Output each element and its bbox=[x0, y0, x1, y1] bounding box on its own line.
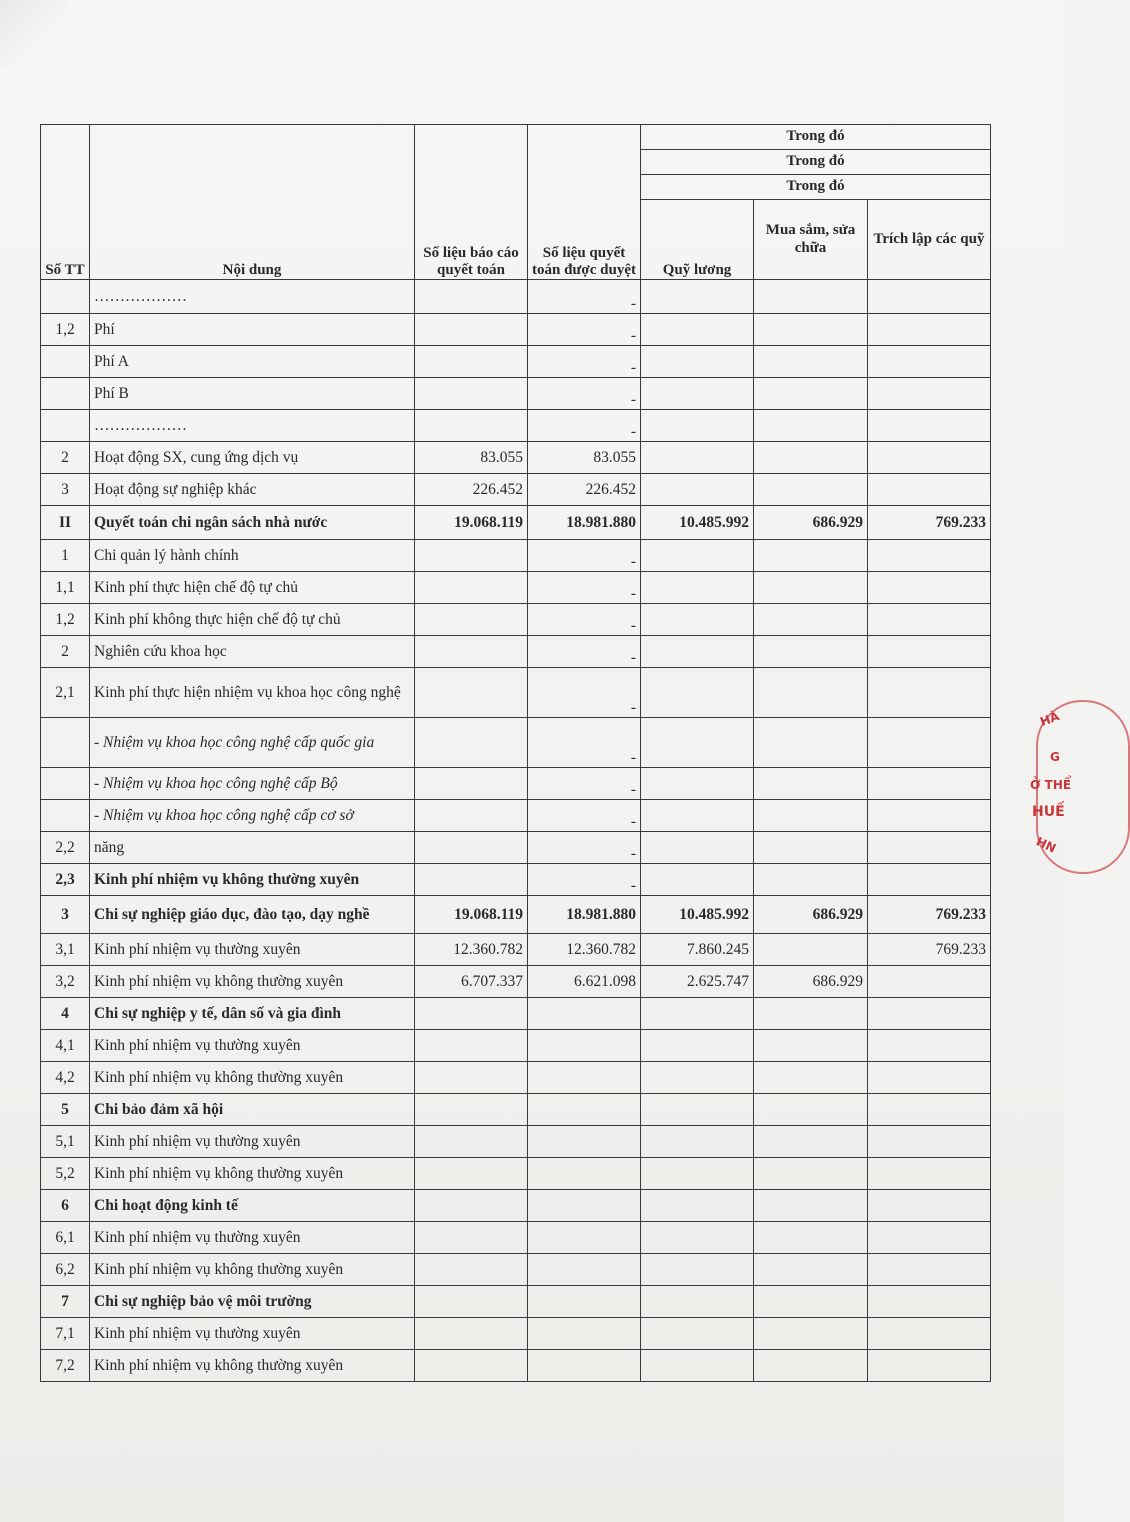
cell-salary bbox=[641, 636, 754, 668]
cell-salary bbox=[641, 1126, 754, 1158]
cell-approved: - bbox=[528, 280, 641, 314]
cell-approved: - bbox=[528, 718, 641, 768]
cell-funds bbox=[868, 1062, 991, 1094]
cell-stt: 5,2 bbox=[41, 1158, 90, 1190]
cell-salary bbox=[641, 442, 754, 474]
cell-approved bbox=[528, 1318, 641, 1350]
cell-content: Kinh phí thực hiện chế độ tự chủ bbox=[90, 572, 415, 604]
cell-content: Chi quản lý hành chính bbox=[90, 540, 415, 572]
cell-reported: 6.707.337 bbox=[415, 966, 528, 998]
stamp-text-4: HUẾ bbox=[1032, 804, 1065, 820]
col-header-funds: Trích lập các quỹ bbox=[868, 200, 991, 280]
cell-approved: - bbox=[528, 572, 641, 604]
col-header-procurement: Mua sắm, sửa chữa bbox=[754, 200, 868, 280]
cell-content: Kinh phí nhiệm vụ thường xuyên bbox=[90, 1030, 415, 1062]
table-row bbox=[41, 280, 991, 314]
stamp-text-5: HN bbox=[1033, 834, 1059, 856]
cell-funds bbox=[868, 604, 991, 636]
cell-funds bbox=[868, 718, 991, 768]
cell-salary bbox=[641, 718, 754, 768]
cell-reported bbox=[415, 572, 528, 604]
cell-procurement bbox=[754, 572, 868, 604]
cell-stt bbox=[41, 768, 90, 800]
cell-procurement bbox=[754, 280, 868, 314]
cell-stt: 2 bbox=[41, 442, 90, 474]
cell-salary bbox=[641, 572, 754, 604]
cell-salary bbox=[641, 1318, 754, 1350]
cell-procurement: 686.929 bbox=[754, 506, 868, 540]
cell-content: Phí bbox=[90, 314, 415, 346]
cell-procurement bbox=[754, 604, 868, 636]
cell-approved: - bbox=[528, 668, 641, 718]
cell-approved: - bbox=[528, 410, 641, 442]
cell-salary bbox=[641, 832, 754, 864]
cell-procurement bbox=[754, 864, 868, 896]
cell-stt: 4,2 bbox=[41, 1062, 90, 1094]
cell-salary bbox=[641, 1062, 754, 1094]
cell-reported bbox=[415, 1286, 528, 1318]
cell-procurement bbox=[754, 410, 868, 442]
cell-content: Kinh phí nhiệm vụ thường xuyên bbox=[90, 1126, 415, 1158]
cell-stt bbox=[41, 718, 90, 768]
cell-content: Hoạt động sự nghiệp khác bbox=[90, 474, 415, 506]
cell-approved bbox=[528, 1190, 641, 1222]
cell-stt: 2,1 bbox=[41, 668, 90, 718]
cell-content: Quyết toán chi ngân sách nhà nước bbox=[90, 506, 415, 540]
cell-reported bbox=[415, 998, 528, 1030]
cell-content: Kinh phí nhiệm vụ thường xuyên bbox=[90, 934, 415, 966]
cell-funds bbox=[868, 1318, 991, 1350]
table-row bbox=[41, 1062, 991, 1094]
cell-funds bbox=[868, 572, 991, 604]
table-row bbox=[41, 1286, 991, 1318]
cell-content: Phí A bbox=[90, 346, 415, 378]
cell-procurement bbox=[754, 934, 868, 966]
budget-settlement-table bbox=[40, 124, 991, 1382]
cell-salary bbox=[641, 800, 754, 832]
cell-approved: - bbox=[528, 768, 641, 800]
cell-salary bbox=[641, 280, 754, 314]
cell-salary bbox=[641, 1222, 754, 1254]
cell-reported bbox=[415, 636, 528, 668]
cell-approved bbox=[528, 1158, 641, 1190]
cell-approved bbox=[528, 1030, 641, 1062]
cell-approved: 226.452 bbox=[528, 474, 641, 506]
cell-procurement bbox=[754, 346, 868, 378]
cell-salary bbox=[641, 378, 754, 410]
cell-salary bbox=[641, 1190, 754, 1222]
col-header-content: Nội dung bbox=[90, 125, 415, 280]
col-header-trong-do-3: Trong đó bbox=[641, 175, 991, 200]
cell-approved bbox=[528, 1062, 641, 1094]
cell-reported bbox=[415, 378, 528, 410]
cell-salary bbox=[641, 998, 754, 1030]
table-row bbox=[41, 572, 991, 604]
cell-stt: 7 bbox=[41, 1286, 90, 1318]
cell-procurement bbox=[754, 1062, 868, 1094]
cell-content: Kinh phí thực hiện nhiệm vụ khoa học công nghệ bbox=[90, 668, 415, 718]
cell-salary: 10.485.992 bbox=[641, 896, 754, 934]
col-header-trong-do-2: Trong đó bbox=[641, 150, 991, 175]
table-row bbox=[41, 1094, 991, 1126]
cell-content: Chi sự nghiệp bảo vệ môi trường bbox=[90, 1286, 415, 1318]
cell-reported bbox=[415, 864, 528, 896]
table-row bbox=[41, 442, 991, 474]
cell-reported bbox=[415, 1030, 528, 1062]
cell-stt bbox=[41, 346, 90, 378]
cell-salary bbox=[641, 540, 754, 572]
cell-stt: 1 bbox=[41, 540, 90, 572]
cell-stt: 2,2 bbox=[41, 832, 90, 864]
cell-content: Kinh phí không thực hiện chế độ tự chủ bbox=[90, 604, 415, 636]
cell-procurement: 686.929 bbox=[754, 966, 868, 998]
cell-funds bbox=[868, 966, 991, 998]
cell-procurement bbox=[754, 768, 868, 800]
cell-stt: 1,1 bbox=[41, 572, 90, 604]
cell-reported bbox=[415, 768, 528, 800]
cell-funds bbox=[868, 378, 991, 410]
cell-procurement bbox=[754, 1286, 868, 1318]
cell-reported: 12.360.782 bbox=[415, 934, 528, 966]
cell-procurement bbox=[754, 668, 868, 718]
table-row bbox=[41, 540, 991, 572]
cell-stt bbox=[41, 800, 90, 832]
cell-funds bbox=[868, 1190, 991, 1222]
table-row bbox=[41, 410, 991, 442]
cell-salary bbox=[641, 1286, 754, 1318]
cell-approved: - bbox=[528, 864, 641, 896]
cell-salary bbox=[641, 1350, 754, 1382]
red-seal-stamp bbox=[1022, 700, 1082, 870]
cell-procurement bbox=[754, 474, 868, 506]
cell-content: - Nhiệm vụ khoa học công nghệ cấp cơ sở bbox=[90, 800, 415, 832]
cell-approved: - bbox=[528, 636, 641, 668]
cell-salary bbox=[641, 668, 754, 718]
cell-funds bbox=[868, 1254, 991, 1286]
cell-salary: 10.485.992 bbox=[641, 506, 754, 540]
cell-procurement bbox=[754, 1158, 868, 1190]
cell-content: Phí B bbox=[90, 378, 415, 410]
cell-salary bbox=[641, 1254, 754, 1286]
table-row bbox=[41, 1158, 991, 1190]
table-row bbox=[41, 314, 991, 346]
cell-funds bbox=[868, 636, 991, 668]
table-row bbox=[41, 966, 991, 998]
cell-stt: 6 bbox=[41, 1190, 90, 1222]
cell-funds bbox=[868, 540, 991, 572]
cell-procurement bbox=[754, 1030, 868, 1062]
page-fold-shadow bbox=[0, 0, 70, 70]
table-row bbox=[41, 636, 991, 668]
cell-reported bbox=[415, 540, 528, 572]
cell-approved: - bbox=[528, 832, 641, 864]
cell-procurement bbox=[754, 1318, 868, 1350]
cell-funds bbox=[868, 864, 991, 896]
cell-reported bbox=[415, 1318, 528, 1350]
cell-content: Hoạt động SX, cung ứng dịch vụ bbox=[90, 442, 415, 474]
cell-content: Chi sự nghiệp y tế, dân số và gia đình bbox=[90, 998, 415, 1030]
cell-approved bbox=[528, 1126, 641, 1158]
cell-reported bbox=[415, 346, 528, 378]
table-body bbox=[41, 280, 991, 1382]
cell-funds bbox=[868, 1350, 991, 1382]
cell-procurement bbox=[754, 540, 868, 572]
cell-reported bbox=[415, 1350, 528, 1382]
cell-salary bbox=[641, 768, 754, 800]
cell-salary bbox=[641, 410, 754, 442]
cell-approved: 83.055 bbox=[528, 442, 641, 474]
cell-approved: 12.360.782 bbox=[528, 934, 641, 966]
cell-reported bbox=[415, 314, 528, 346]
cell-salary bbox=[641, 1094, 754, 1126]
cell-approved: - bbox=[528, 800, 641, 832]
cell-funds: 769.233 bbox=[868, 934, 991, 966]
cell-salary: 2.625.747 bbox=[641, 966, 754, 998]
cell-funds: 769.233 bbox=[868, 896, 991, 934]
table-row bbox=[41, 864, 991, 896]
cell-stt bbox=[41, 378, 90, 410]
cell-stt: 3 bbox=[41, 474, 90, 506]
table-row bbox=[41, 1318, 991, 1350]
cell-procurement bbox=[754, 832, 868, 864]
table-row bbox=[41, 1190, 991, 1222]
cell-procurement bbox=[754, 718, 868, 768]
cell-content: Kinh phí nhiệm vụ không thường xuyên bbox=[90, 1254, 415, 1286]
cell-procurement bbox=[754, 1222, 868, 1254]
cell-funds bbox=[868, 1286, 991, 1318]
cell-content: - Nhiệm vụ khoa học công nghệ cấp Bộ bbox=[90, 768, 415, 800]
cell-reported bbox=[415, 718, 528, 768]
cell-approved bbox=[528, 1094, 641, 1126]
cell-stt: 1,2 bbox=[41, 314, 90, 346]
cell-reported bbox=[415, 604, 528, 636]
cell-reported: 83.055 bbox=[415, 442, 528, 474]
table-row bbox=[41, 604, 991, 636]
cell-reported bbox=[415, 1254, 528, 1286]
cell-reported bbox=[415, 1190, 528, 1222]
table-row bbox=[41, 1030, 991, 1062]
col-header-stt: Số TT bbox=[41, 125, 90, 280]
cell-approved: - bbox=[528, 378, 641, 410]
cell-funds bbox=[868, 800, 991, 832]
cell-content: Chi bảo đảm xã hội bbox=[90, 1094, 415, 1126]
cell-procurement bbox=[754, 636, 868, 668]
cell-content: Kinh phí nhiệm vụ không thường xuyên bbox=[90, 1350, 415, 1382]
cell-content: Chi sự nghiệp giáo dục, đào tạo, dạy nghề bbox=[90, 896, 415, 934]
cell-funds: 769.233 bbox=[868, 506, 991, 540]
table-row bbox=[41, 668, 991, 718]
cell-funds bbox=[868, 1094, 991, 1126]
cell-procurement bbox=[754, 442, 868, 474]
table-row bbox=[41, 346, 991, 378]
cell-funds bbox=[868, 1030, 991, 1062]
cell-approved bbox=[528, 998, 641, 1030]
table-row bbox=[41, 1350, 991, 1382]
cell-reported bbox=[415, 1222, 528, 1254]
table-row bbox=[41, 896, 991, 934]
cell-content: Chi hoạt động kinh tế bbox=[90, 1190, 415, 1222]
cell-stt: 3,2 bbox=[41, 966, 90, 998]
cell-content: Kinh phí nhiệm vụ không thường xuyên bbox=[90, 966, 415, 998]
cell-reported bbox=[415, 800, 528, 832]
col-header-salary: Quỹ lương bbox=[641, 200, 754, 280]
table-row bbox=[41, 474, 991, 506]
cell-procurement bbox=[754, 800, 868, 832]
table-row bbox=[41, 1254, 991, 1286]
table-row bbox=[41, 378, 991, 410]
cell-approved bbox=[528, 1286, 641, 1318]
cell-reported bbox=[415, 410, 528, 442]
cell-reported bbox=[415, 1094, 528, 1126]
cell-stt: 3,1 bbox=[41, 934, 90, 966]
cell-procurement bbox=[754, 1254, 868, 1286]
cell-funds bbox=[868, 832, 991, 864]
cell-reported bbox=[415, 1126, 528, 1158]
cell-stt: 6,2 bbox=[41, 1254, 90, 1286]
table-row bbox=[41, 506, 991, 540]
cell-stt: 4 bbox=[41, 998, 90, 1030]
cell-funds bbox=[868, 442, 991, 474]
cell-stt: 4,1 bbox=[41, 1030, 90, 1062]
cell-salary bbox=[641, 314, 754, 346]
cell-procurement bbox=[754, 378, 868, 410]
cell-stt: 2,3 bbox=[41, 864, 90, 896]
cell-reported: 19.068.119 bbox=[415, 506, 528, 540]
col-header-reported: Số liệu báo cáo quyết toán bbox=[415, 125, 528, 280]
cell-content: ……………… bbox=[90, 280, 415, 314]
cell-stt bbox=[41, 410, 90, 442]
cell-approved bbox=[528, 1222, 641, 1254]
cell-funds bbox=[868, 1126, 991, 1158]
cell-salary bbox=[641, 474, 754, 506]
cell-funds bbox=[868, 1222, 991, 1254]
cell-procurement bbox=[754, 1094, 868, 1126]
cell-salary bbox=[641, 864, 754, 896]
cell-content: Kinh phí nhiệm vụ không thường xuyên bbox=[90, 1062, 415, 1094]
cell-salary bbox=[641, 1158, 754, 1190]
cell-stt: 7,2 bbox=[41, 1350, 90, 1382]
cell-procurement bbox=[754, 998, 868, 1030]
cell-reported: 226.452 bbox=[415, 474, 528, 506]
cell-approved: - bbox=[528, 604, 641, 636]
cell-content: Kinh phí nhiệm vụ không thường xuyên bbox=[90, 1158, 415, 1190]
cell-stt: 1,2 bbox=[41, 604, 90, 636]
cell-approved: 6.621.098 bbox=[528, 966, 641, 998]
cell-reported bbox=[415, 668, 528, 718]
cell-stt: 6,1 bbox=[41, 1222, 90, 1254]
cell-reported: 19.068.119 bbox=[415, 896, 528, 934]
cell-content: Nghiên cứu khoa học bbox=[90, 636, 415, 668]
cell-content: Kinh phí nhiệm vụ thường xuyên bbox=[90, 1222, 415, 1254]
cell-reported bbox=[415, 280, 528, 314]
cell-procurement bbox=[754, 314, 868, 346]
cell-funds bbox=[868, 474, 991, 506]
cell-stt: II bbox=[41, 506, 90, 540]
cell-stt: 3 bbox=[41, 896, 90, 934]
cell-approved: - bbox=[528, 314, 641, 346]
table-row bbox=[41, 1222, 991, 1254]
table-row bbox=[41, 768, 991, 800]
cell-funds bbox=[868, 1158, 991, 1190]
cell-approved: 18.981.880 bbox=[528, 896, 641, 934]
cell-approved bbox=[528, 1254, 641, 1286]
cell-approved: - bbox=[528, 540, 641, 572]
cell-funds bbox=[868, 346, 991, 378]
table-row bbox=[41, 998, 991, 1030]
cell-procurement bbox=[754, 1190, 868, 1222]
cell-procurement bbox=[754, 1126, 868, 1158]
cell-content: ……………… bbox=[90, 410, 415, 442]
table-row bbox=[41, 832, 991, 864]
cell-funds bbox=[868, 410, 991, 442]
cell-salary bbox=[641, 604, 754, 636]
table-row bbox=[41, 800, 991, 832]
cell-stt bbox=[41, 280, 90, 314]
cell-reported bbox=[415, 1158, 528, 1190]
table-row bbox=[41, 718, 991, 768]
cell-procurement: 686.929 bbox=[754, 896, 868, 934]
col-header-approved: Số liệu quyết toán được duyệt bbox=[528, 125, 641, 280]
table-row bbox=[41, 934, 991, 966]
stamp-text-2: G bbox=[1050, 750, 1060, 764]
cell-funds bbox=[868, 314, 991, 346]
stamp-text-3: Ở THỂ bbox=[1030, 778, 1072, 792]
cell-approved bbox=[528, 1350, 641, 1382]
cell-content: Kinh phí nhiệm vụ không thường xuyên bbox=[90, 864, 415, 896]
cell-salary bbox=[641, 346, 754, 378]
stamp-text-1: HÀ bbox=[1038, 709, 1062, 729]
cell-salary: 7.860.245 bbox=[641, 934, 754, 966]
cell-funds bbox=[868, 768, 991, 800]
cell-stt: 5 bbox=[41, 1094, 90, 1126]
cell-salary bbox=[641, 1030, 754, 1062]
cell-content: - Nhiệm vụ khoa học công nghệ cấp quốc gia bbox=[90, 718, 415, 768]
cell-reported bbox=[415, 1062, 528, 1094]
cell-stt: 7,1 bbox=[41, 1318, 90, 1350]
cell-content: Kinh phí nhiệm vụ thường xuyên bbox=[90, 1318, 415, 1350]
cell-funds bbox=[868, 668, 991, 718]
table-row bbox=[41, 1126, 991, 1158]
cell-stt: 2 bbox=[41, 636, 90, 668]
cell-content: năng bbox=[90, 832, 415, 864]
cell-funds bbox=[868, 998, 991, 1030]
cell-approved: 18.981.880 bbox=[528, 506, 641, 540]
cell-procurement bbox=[754, 1350, 868, 1382]
cell-stt: 5,1 bbox=[41, 1126, 90, 1158]
col-header-trong-do-1: Trong đó bbox=[641, 125, 991, 150]
cell-funds bbox=[868, 280, 991, 314]
cell-approved: - bbox=[528, 346, 641, 378]
cell-reported bbox=[415, 832, 528, 864]
